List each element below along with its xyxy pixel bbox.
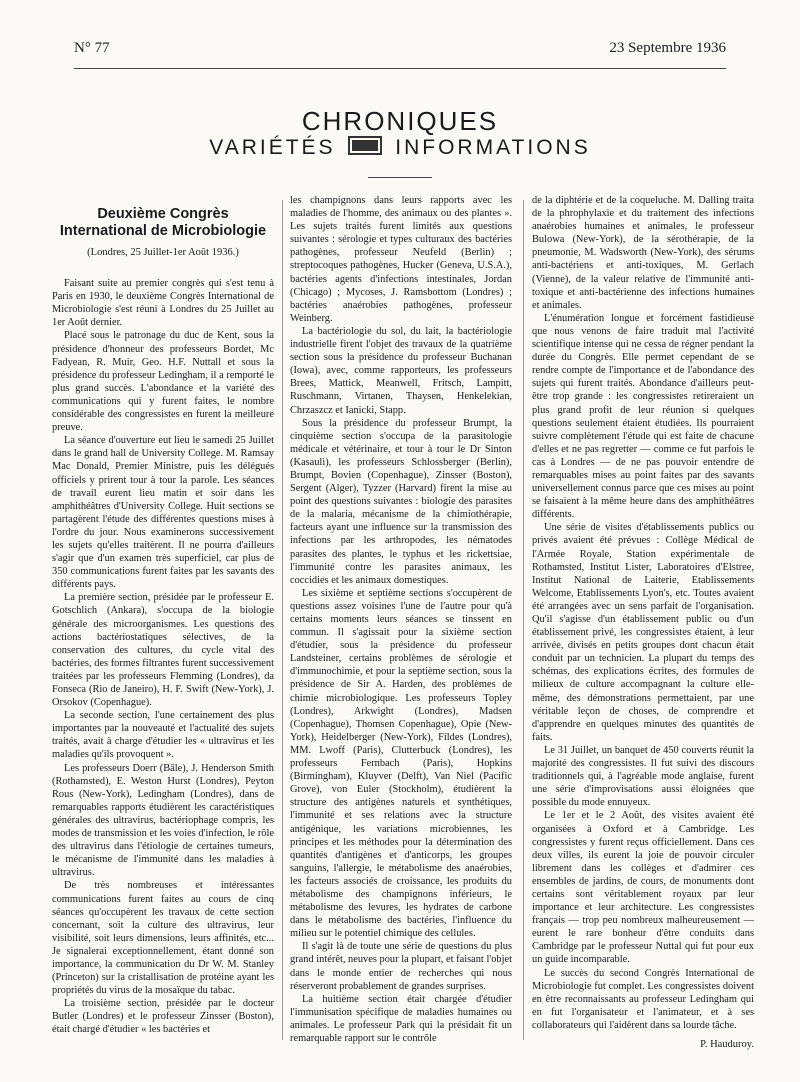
paragraph: les champignons dans leurs rapports avec les maladies de l'homme, des animaux ou des plantes ». Les sujets traités furent limités aux questions suivantes : sérologie et types culturaux des bactéries pathogènes, professeur Neufeld (Berlin) ; streptocoques pathogènes, Hucker (Geneva, U.S.A.), bactéries agents d'infections intestinales, Jordan (Chicago) ; Mycoses, J. Ramsbottom (Londres) ; bactéries anaérobies pathogènes, professeur Weinberg. [290, 195, 512, 324]
paragraph: Il s'agit là de toute une série de questions du plus grand intérêt, neuves pour la plupart, et faisant l'objet dans le monde entier de recherches qui nous réserveront probablement de grandes surprises. [290, 941, 512, 992]
paragraph: La huitième section était chargée d'étudier l'immunisation spécifique de maladies humaines ou animales. Le professeur Park qui la présidait fit un remarquable rapport sur le contrôle [290, 993, 512, 1044]
paragraph: La bactériologie du sol, du lait, la bactériologie industrielle firent l'objet des travaux de la quatrième section sous la présidence du professeur Buchanan (Iowa), avec, comme rapporteurs, les professeurs Brees, Mattick, Meanwell, Fritsch, Lampitt, Ruschmann, Virtanen, Thaysen, Henkelekian, Chrzaszcz et Ianicki, Stapp. [290, 325, 512, 416]
masthead-title: CHRONIQUES [301, 106, 499, 136]
paragraph: De très nombreuses et intéressantes communications furent faites au cours de cinq séances qu'occupèrent les travaux de cette section concernant, soit la culture des ultravirus, leur visibilité, soit leurs dimensions, leurs affinités, etc... Je signalerai exceptionnellement, étant donné son importance, la communication du Dr W. M. Stanley (Princeton) sur la cristallisation de protéine ayant les propriétés du virus de la mosaïque du tabac. [52, 880, 274, 997]
title-rule [368, 177, 432, 178]
article-title: Deuxième Congrès International de Microbiologie [59, 206, 267, 239]
paragraph: La seconde section, l'une certainement des plus importantes par la nouveauté et l'actualité des sujets traités, avait à charge d'étudier les « ultravirus et les maladies qu'ils provoquent ». [52, 710, 274, 761]
paragraph: Faisant suite au premier congrès qui s'est tenu à Paris en 1930, le deuxième Congrès International de Microbiologie s'est réuni à Londres du 25 Juillet au 1er Août dernier. [52, 278, 274, 329]
issue-date: 23 Septembre 1936 [609, 40, 726, 56]
paragraph: Le 31 Juillet, un banquet de 450 couverts réunit la majorité des congressistes. Il fut suivi des discours traditionnels qui, à l'agréable mode anglaise, furent une série d'improvisations aussi éloignées que possible du mode ennuyeux. [532, 744, 754, 809]
paragraph: Le succès du second Congrès International de Microbiologie fut complet. Les congressistes doivent en être reconnaissants au professeur Ledingham qui en fut l'organisateur et l'animateur, et à ses collaborateurs qui l'aidèrent dans sa lourde tâche. [532, 967, 754, 1031]
author-signature: P. Hauduroy. [700, 1039, 754, 1050]
paragraph: La séance d'ouverture eut lieu le samedi 25 Juillet dans le grand hall de University College. M. Ramsay Mac Donald, Premier Ministre, puis les délégués officiels y prirent tour à tour la parole. Les séances de travail eurent lieu matin et soir dans les amphithéâtres d'University College. Huit sections se partagèrent l'étude des différentes questions mises à l'ordre du jour. Nous examinerons successivement les sujets qu'elles traitèrent. Il ne pourra d'ailleurs s'agir que d'un examen très superficiel, car plus de 350 communications furent faites par les savants des différents pays. [52, 435, 274, 591]
column-rule [523, 200, 524, 1040]
paragraph: Les professeurs Doerr (Bâle), J. Henderson Smith (Rothamsted), E. Weston Hurst (Londres), Peyton Rous (New-York), Ledingham (Londres), dans de remarquables rapports étudièrent les caractéristiques générales des ultravirus, bactériophage compris, les modes de transmission et les voies d'infection, le rôle des ultravirus dans l'étiologie de certaines tumeurs, le mécanisme de l'immunité dans les maladies à ultravirus. [52, 762, 274, 879]
column-1 [52, 194, 274, 1044]
header-rule [74, 68, 726, 69]
paragraph: La troisième section, présidée par le docteur Butler (Londres) et le professeur Zinsser (Boston), était chargé d'étudier « les bactéries et [52, 998, 274, 1036]
article-subtitle: (Londres, 25 Juillet-1er Août 1936.) [87, 247, 239, 258]
page-header [74, 40, 726, 62]
paragraph: Placé sous le patronage du duc de Kent, sous la présidence d'honneur des professeurs Bordet, Mc Fadyean, R. Muir, Geo. H.F. Nuttall et sous la présidence du professeur Ledingham, il a remporté le plus grand succès. L'abondance et la variété des communications qui y furent faites, le nombre considérable des congressistes en furent la meilleure preuve. [52, 330, 274, 434]
masthead-subtitle [0, 136, 800, 160]
masthead-right: INFORMATIONS [395, 136, 591, 159]
masthead-left: VARIÉTÉS [209, 136, 336, 159]
column-2 [290, 194, 512, 1044]
paragraph: Une série de visites d'établissements publics ou privés avaient été prévues : Collège Médical de l'Armée Royale, Station expérimentale de Rothamsted, Institut Lister, Laboratoires d'Elstree, Institut National de Laiterie, Etablissements Welcome, Etablissements Lyon's, etc. Toutes avaient été arrangées avec un sens parfait de l'organisation. Qu'il s'agisse d'un établissement public ou d'un établissement privé, les congressistes étaient, à leur arrivée, divisés en petits groupes dont chacun était conduit par un technicien. La plupart du temps des schémas, des explications écrites, des formules de milieux de culture accompagnant la culture elle-même, des démonstrations permettaient, par une véritable leçon de choses, de comprendre et d'apprendre en quelques minutes des quantités de faits. [532, 522, 754, 743]
column-3 [532, 194, 754, 1050]
paragraph: de la diphtérie et de la coqueluche. M. Dalling traita de la phrophylaxie et du traitement des infections anaérobies humaines et animales, le professeur Bulowa (New-York), de la sérothérapie, de la pneumonie, M. Wadsworth (New-York), des sérums anti-bactériens et anti-toxiques, M. Gerlach (Vienne), de la valeur relative de l'immunité anti-toxique et anti-bactérienne des infections humaines et animales. [532, 195, 754, 311]
ornament-icon [348, 136, 382, 155]
paragraph: Le 1er et le 2 Août, des visites avaient été organisées à Oxford et à Cambridge. Les congressistes y furent reçus officiellement. Dans ces deux villes, ils eurent la joie de pouvoir circuler librement dans les collèges et d'admirer ces ensembles de jardins, de cours, de monuments dont certains sont véritablement royaux par leur importance et leur architecture. Les congressistes français — trop peu nombreux malheureusement — eurent le rare bonheur d'être conduits dans Cambridge par le professeur Nuttal qui fut pour eux un guide incomparable. [532, 810, 754, 966]
paragraph: La première section, présidée par le professeur E. Gotschlich (Ankara), s'occupa de la biologie générale des microorganismes. Les questions des actions bactériostatiques sélectives, de la conservation des cultures, du cycle vital des bactéries, des formes filtrantes furent successivement traitées par les professeurs Flemming (Londres), da Fonseca (Rio de Janeiro), H. F. Swift (New-York), J. Orsokov (Copenhague). [52, 592, 274, 709]
paragraph: Les sixième et septième sections s'occupèrent de questions assez voisines l'une de l'autre pour qu'à certains moments leurs séances se tinssent en commun. Il s'agissait pour la sixième section d'étudier, sous la présidence du professeur Landsteiner, certains problèmes de sérologie et d'immunochimie, et pour la septième section, sous la présidence de Sir A. Harden, des problèmes de chimie microbiologique. Les professeurs Topley (Londres), Arkwight (Londres), Madsen (Copenhague), Thomsen Copenhague), Opie (New-York), Heidelberger (New-York), Fildes (Londres), MM. Lwoff (Paris), Clutterbuck (Londres), les professeurs Fernbach (Paris), Hopkins (Birmingham), Kluyver (Delft), Van Niel (Pacific Grove), von Euler (Stockholm), étudièrent la structure des antigènes naturels et synthétiques, l'immunité et ses relations avec la structure antigénique, les variations microbiennes, les principes et les méthodes pour la détermination des quantités d'antigènes et d'anticorps, les groupes sanguins, l'allergie, le métabolisme des anaérobies, les facteurs associés de croissance, les produits du métabolisme des champignons inférieurs, le métabolisme des levures, les hydrates de carbone dans le métabolisme des bactéries, l'influence du milieu sur le potentiel chimique des cellules. [290, 587, 512, 940]
paragraph: Sous la présidence du professeur Brumpt, la cinquième section s'occupa de la parasitologie médicale et vétérinaire, et tour à tour le Dr Sinton (Kasauli), les professeurs Schlossberger (Berlin), Brumpt, Bovien (Copenhague), Zinsser (Boston), Sergent (Alger), Tyzzer (Harvard) firent la mise au point des questions suivantes : biologie des parasites de la malaria, mécanisme de la chimiothérapie, facteurs ayant une influence sur la transmission des infections par les arthropodes, les nématodes parasites des plantes, le typhus et les rickettsiae, l'immunité contre les parasites animaux, les coccidies et les animaux domestiques. [290, 417, 512, 586]
column-rule [282, 200, 283, 1040]
issue-number: N° 77 [74, 40, 110, 56]
paragraph: L'énumération longue et forcément fastidieuse que nous venons de faire traduit mal l'activité scientifique intense qui ne cessa de régner pendant la durée du Congrès. Elle permet cependant de se rendre compte de l'importance et de l'abondance des sujets qui furent traités. Abondance d'ailleurs peut-être trop grande : les congressistes retireraient un plus grand profit de leur réunion si quelques questions seulement étaient étudiées. Ils pourraient suivre complètement l'étude qui est faite de chacune d'elles et ne pas regretter — comme ce fut parfois le cas à Londres — de ne pas pouvoir entendre de remarquables mises au point faites par des savants universellement connus parce que ces mises au point se faisaient à la même heure dans des amphithéâtres différents. [532, 312, 754, 521]
